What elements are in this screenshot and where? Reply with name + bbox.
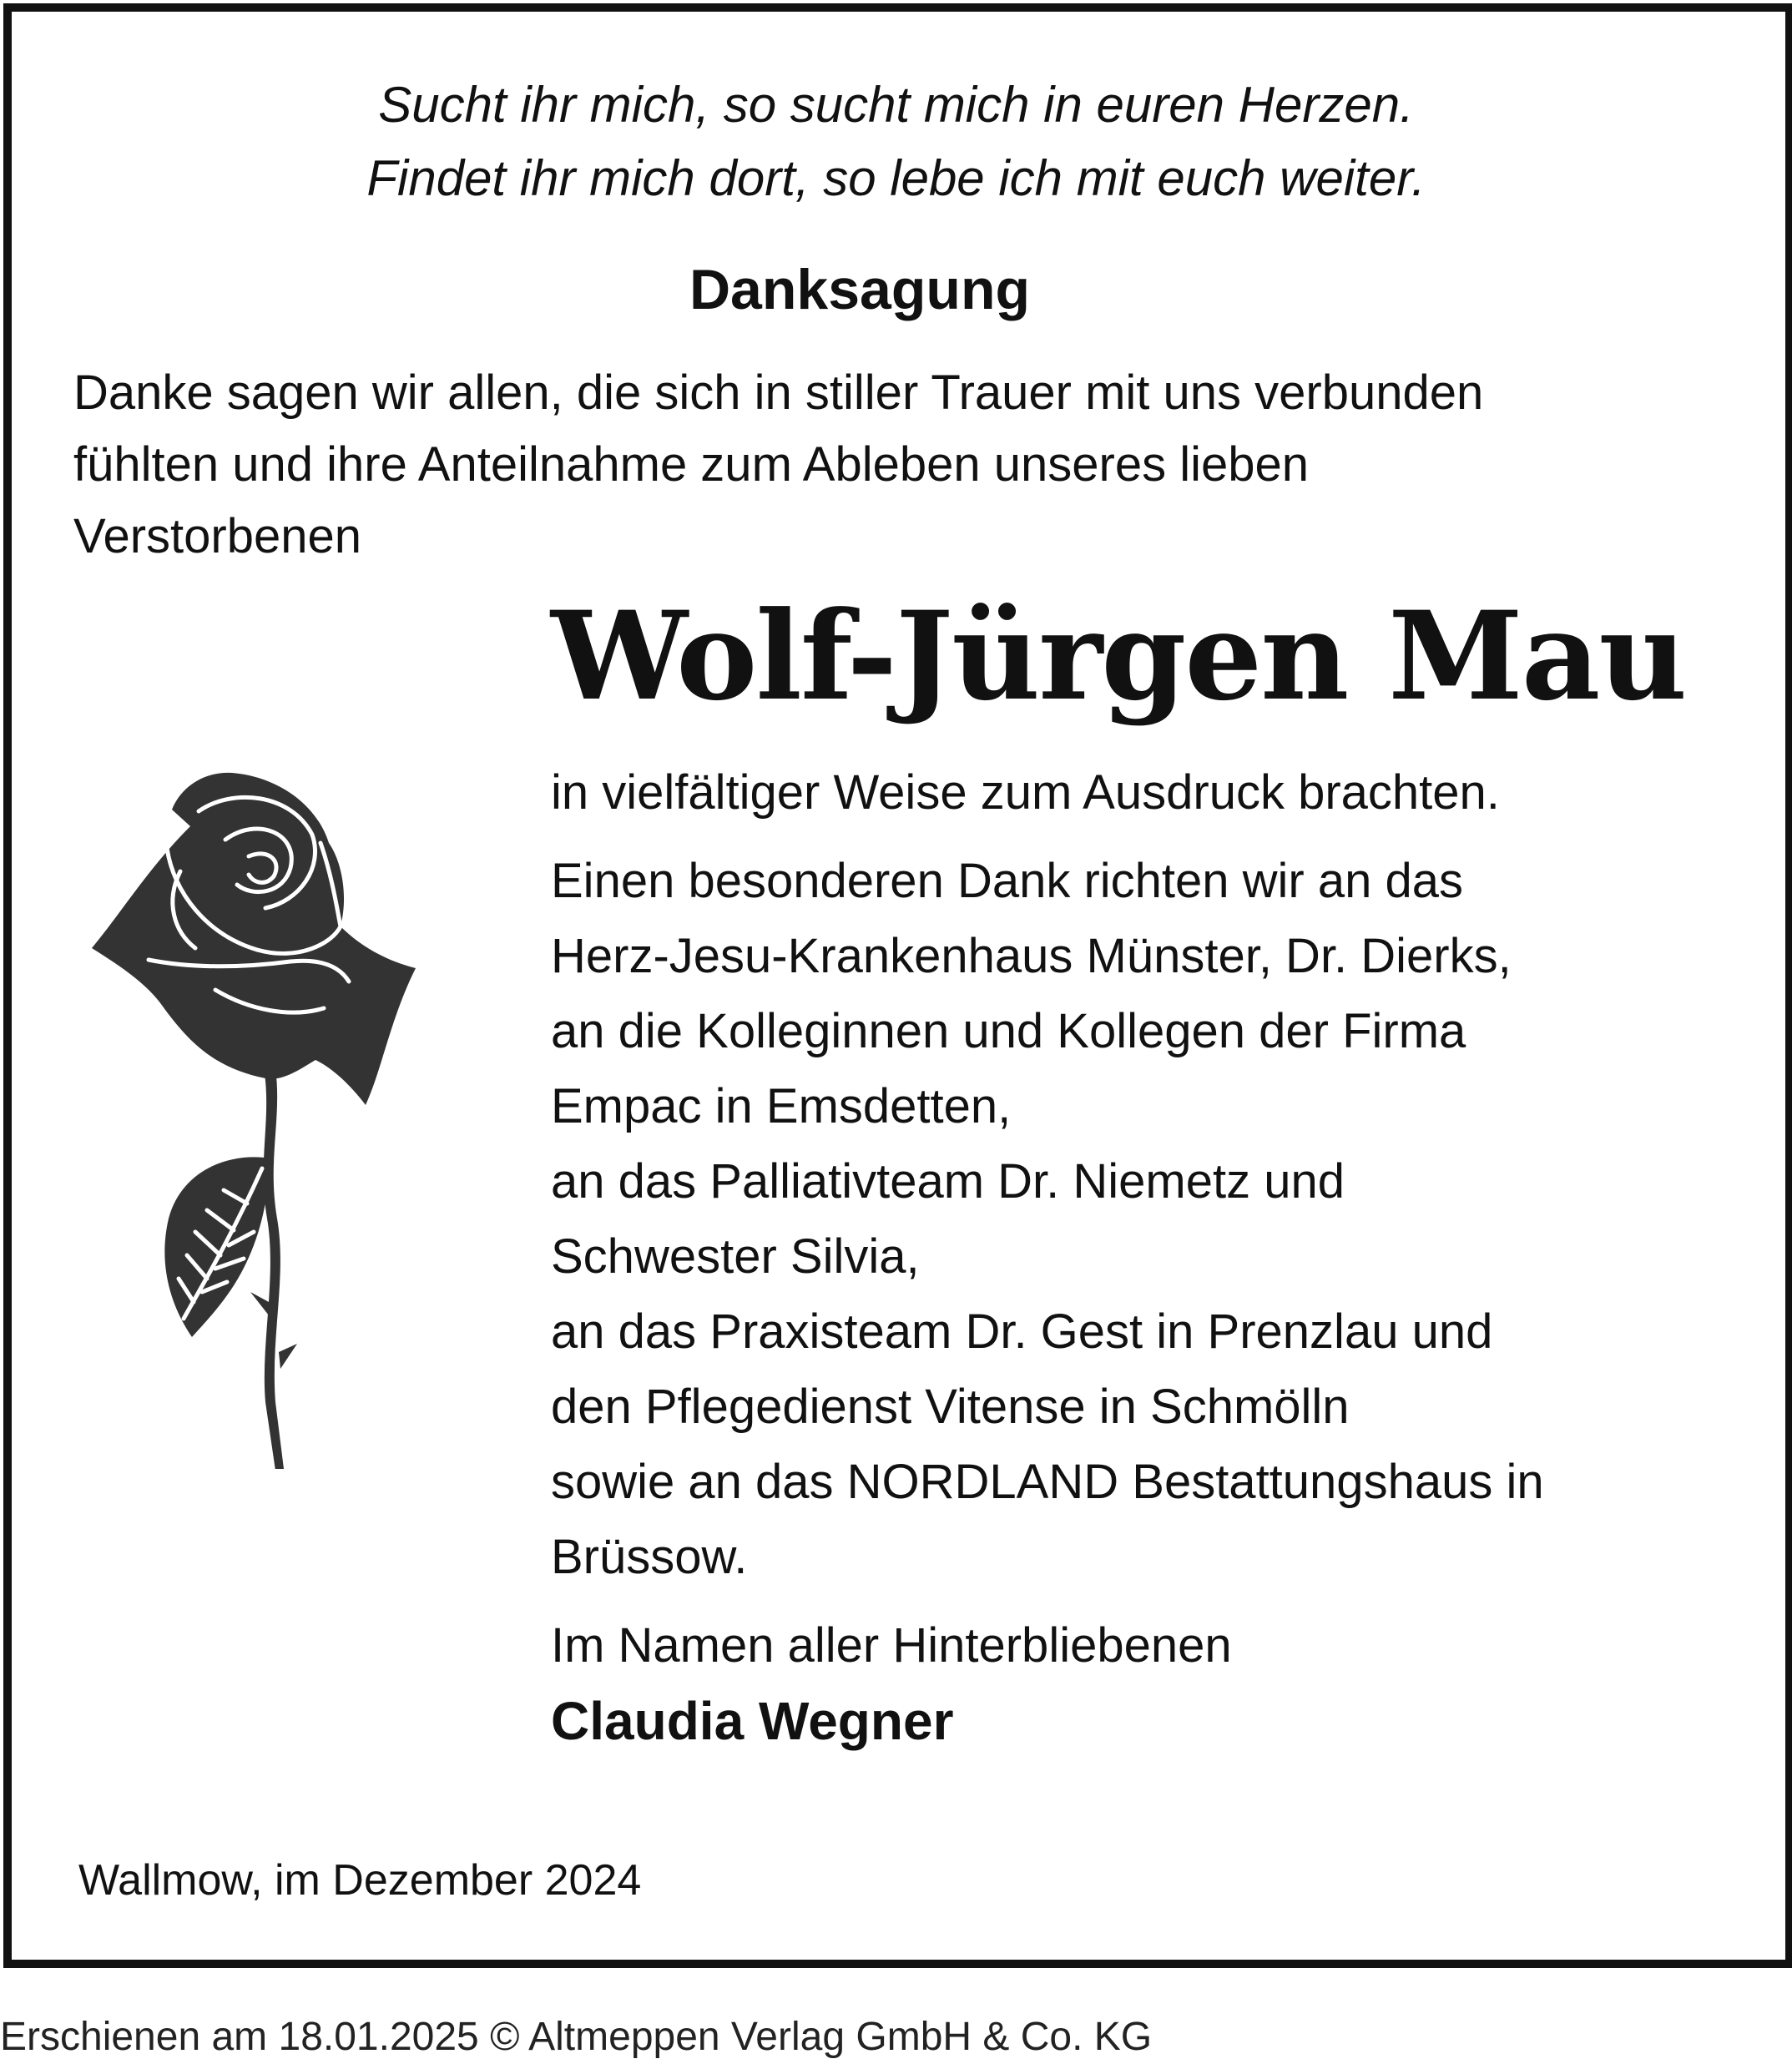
rose-icon (90, 768, 424, 1469)
expression-line: in vielfältiger Weise zum Ausdruck brachten. (551, 765, 1500, 820)
thanks-line-7: an das Praxisteam Dr. Gest in Prenzlau und (551, 1304, 1493, 1359)
place-date: Wallmow, im Dezember 2024 (78, 1856, 642, 1905)
thanks-line-5: an das Palliativteam Dr. Niemetz und (551, 1154, 1345, 1209)
thanks-line-3: an die Kolleginnen und Kollegen der Firma (551, 1004, 1466, 1058)
thanks-line-10: Brüssow. (551, 1530, 748, 1584)
deceased-name: Wolf-Jürgen Mau (551, 585, 1686, 728)
motto-line-2: Findet ihr mich dort, so lebe ich mit euch weiter. (366, 150, 1426, 206)
intro-line-3: Verstorbenen (73, 509, 362, 563)
heading: Danksagung (689, 258, 1031, 321)
signer-name: Claudia Wegner (551, 1691, 954, 1751)
thanks-line-6: Schwester Silvia, (551, 1229, 920, 1284)
thanks-line-9: sowie an das NORDLAND Bestattungshaus in (551, 1455, 1544, 1509)
publication-footer: Erschienen am 18.01.2025 © Altmeppen Verlag GmbH & Co. KG (0, 2015, 1153, 2059)
closing-line: Im Namen aller Hinterbliebenen (551, 1618, 1232, 1673)
motto (0, 68, 1792, 215)
thanks-line-1: Einen besonderen Dank richten wir an das (551, 854, 1463, 908)
intro-text (73, 357, 1743, 573)
thanks-body (551, 755, 1736, 1759)
intro-line-2: fühlten und ihre Anteilnahme zum Ableben unseres lieben (73, 437, 1310, 492)
motto-line-1: Sucht ihr mich, so sucht mich in euren Herzen. (378, 77, 1414, 133)
thanks-line-8: den Pflegedienst Vitense in Schmölln (551, 1380, 1350, 1434)
thanks-line-4: Empac in Emsdetten, (551, 1079, 1012, 1133)
intro-line-1: Danke sagen wir allen, die sich in stiller Trauer mit uns verbunden (73, 366, 1484, 420)
thanks-line-2: Herz-Jesu-Krankenhaus Münster, Dr. Dierks, (551, 929, 1512, 983)
